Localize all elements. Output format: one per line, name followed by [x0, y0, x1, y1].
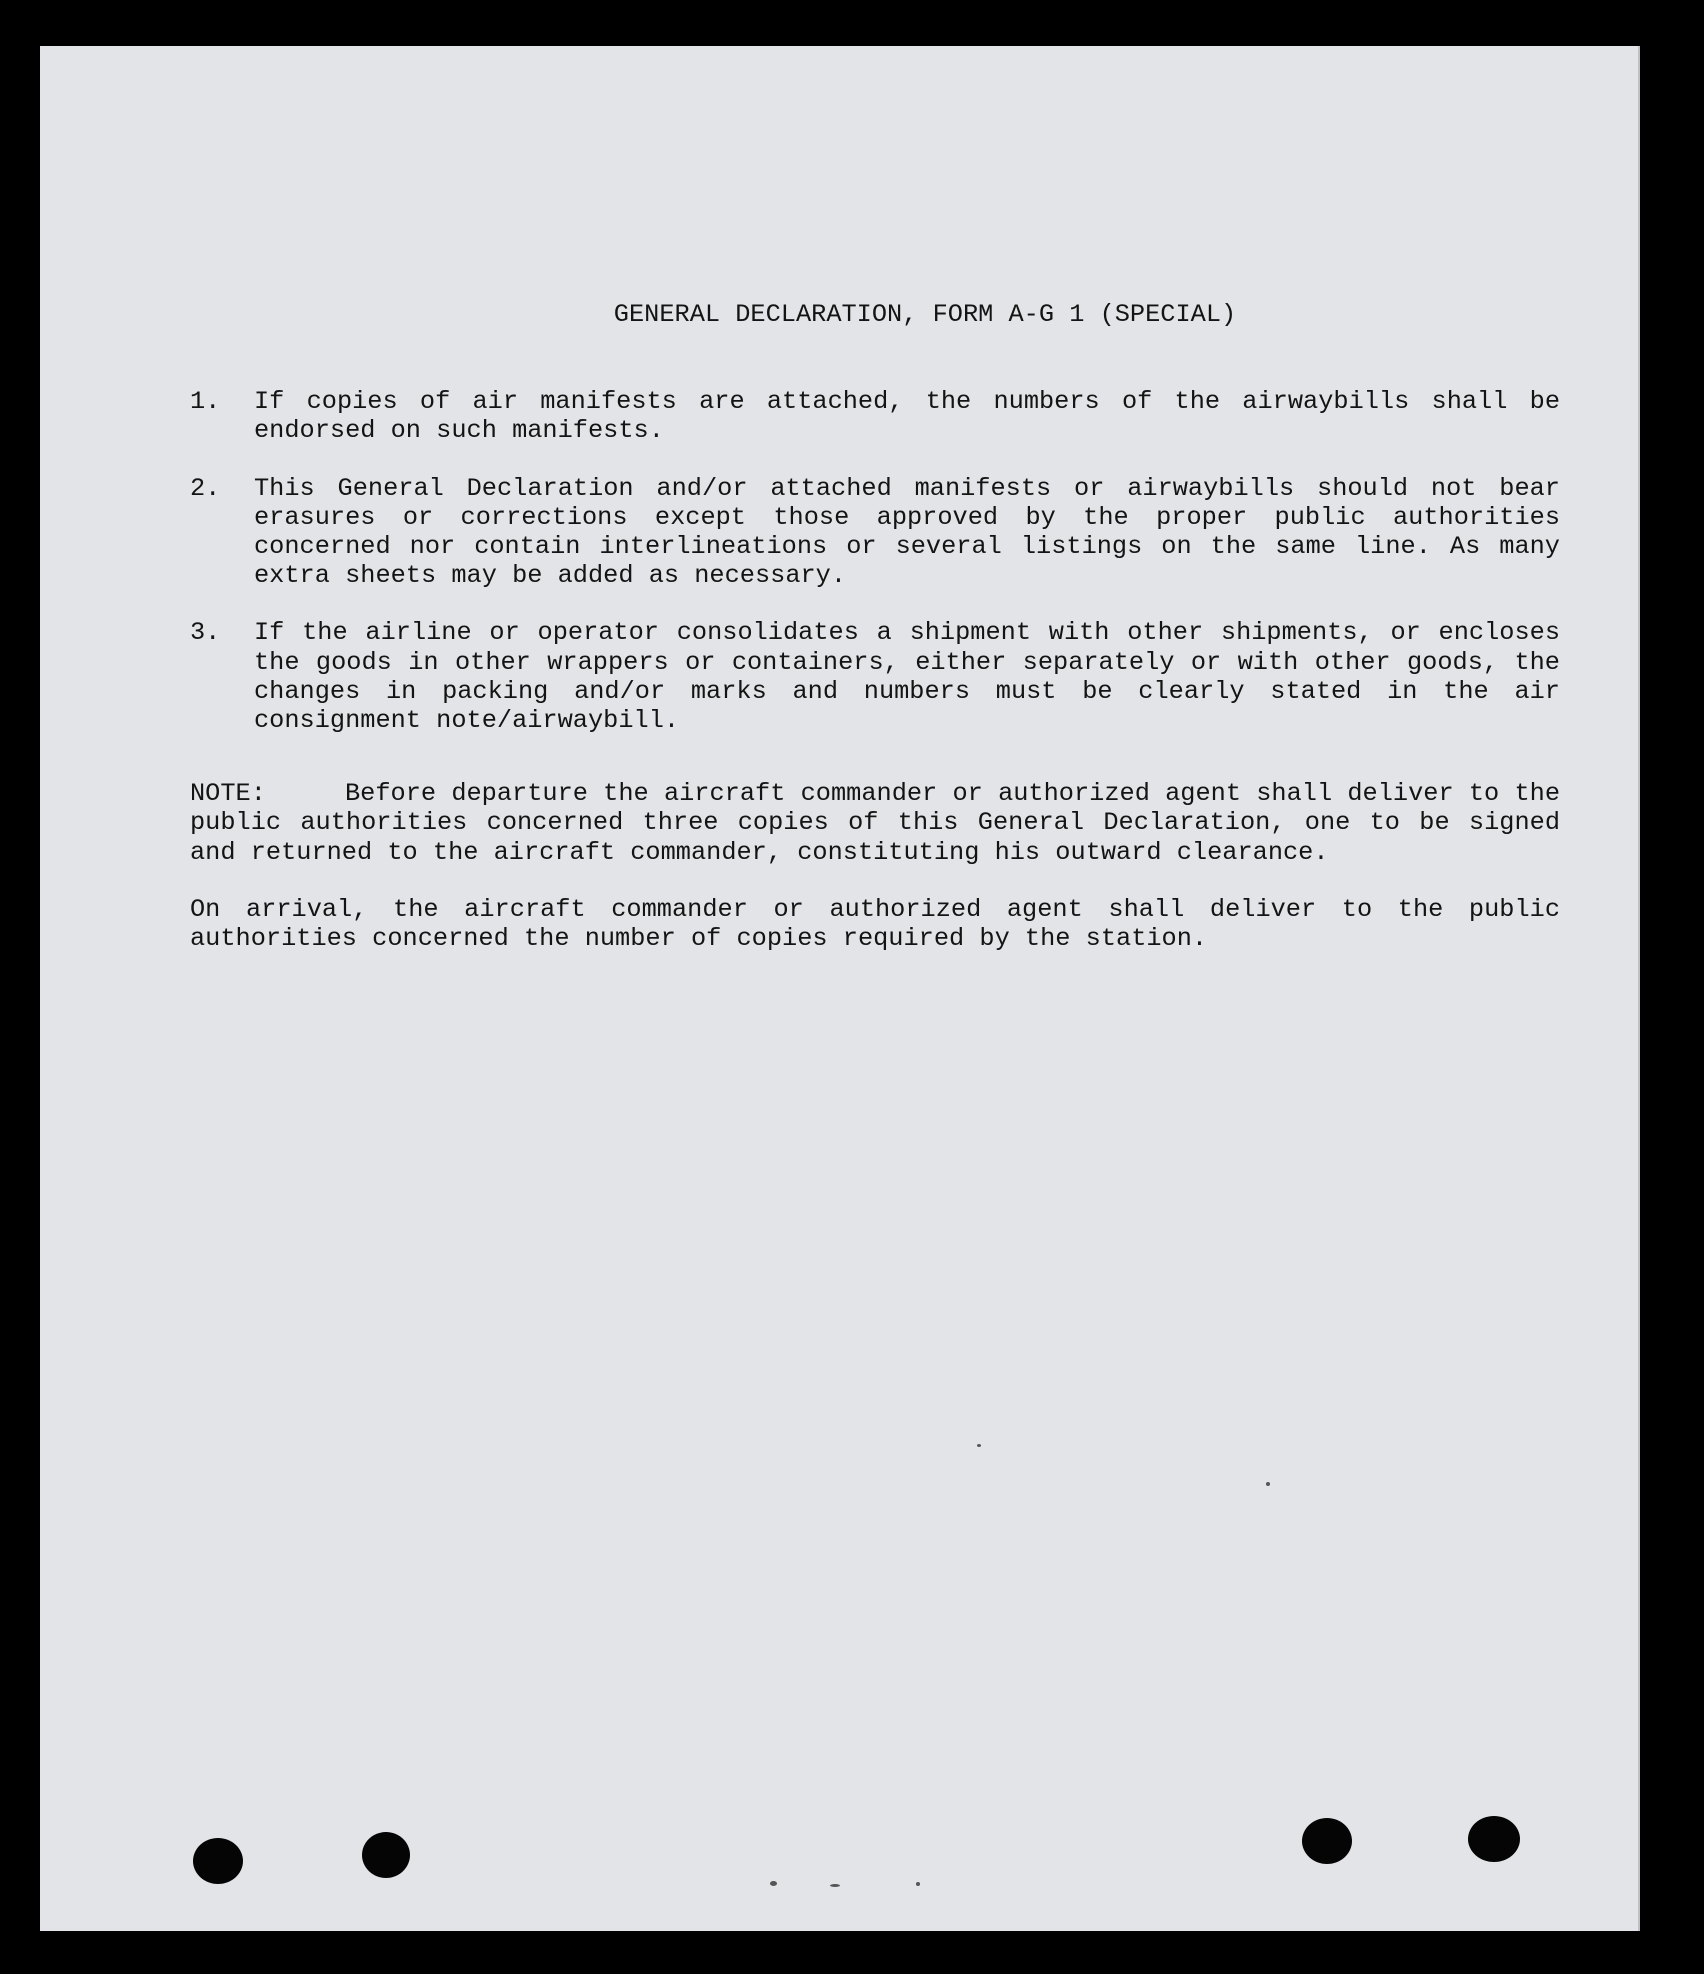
note-label: NOTE: — [190, 779, 266, 809]
list-item-text: If the airline or operator consolidates a shipment with other shipments, or encloses the goods in other wrappers or containers, either separately or with other goods, the changes in packing and/or marks and numbers must be clearly stated in the air consignment note/airwaybill. — [254, 618, 1560, 736]
document-body — [190, 300, 1560, 953]
speck — [977, 1444, 981, 1447]
list-item-text: If copies of air manifests are attached, the numbers of the airwaybills shall be endorsed on such manifests. — [254, 387, 1560, 446]
list-item-number: 1. — [190, 387, 221, 417]
list-item-number: 2. — [190, 473, 221, 503]
document-title: GENERAL DECLARATION, FORM A-G 1 (SPECIAL) — [613, 300, 1237, 329]
note-text: Before departure the aircraft commander or authorized agent shall deliver to the public authorities concerned three copies of this General Declaration, one to be signed and returned to the aircraft commander, constituting his outward clearance. — [190, 779, 1560, 867]
speck — [1266, 1482, 1270, 1486]
punch-hole — [1468, 1816, 1520, 1862]
list-item — [190, 387, 1560, 445]
paper-sheet — [40, 46, 1640, 1931]
speck — [830, 1884, 840, 1887]
punch-hole — [362, 1832, 410, 1878]
speck — [916, 1882, 920, 1886]
list-item-number: 3. — [190, 618, 221, 648]
punch-hole — [193, 1838, 243, 1884]
list-item — [190, 618, 1560, 735]
arrival-paragraph: On arrival, the aircraft commander or authorized agent shall deliver to the public authorities concerned the number of copies required by the station. — [190, 894, 1560, 954]
speck — [770, 1881, 777, 1886]
list-item — [190, 474, 1560, 591]
punch-hole — [1302, 1818, 1352, 1864]
list-item-text: This General Declaration and/or attached manifests or airwaybills should not bear erasures or corrections except those approved by the proper public authorities concerned nor contain interlineations or several listings on the same line. As many extra sheets may be added as necessary. — [254, 473, 1560, 591]
note-paragraph — [190, 779, 1560, 867]
